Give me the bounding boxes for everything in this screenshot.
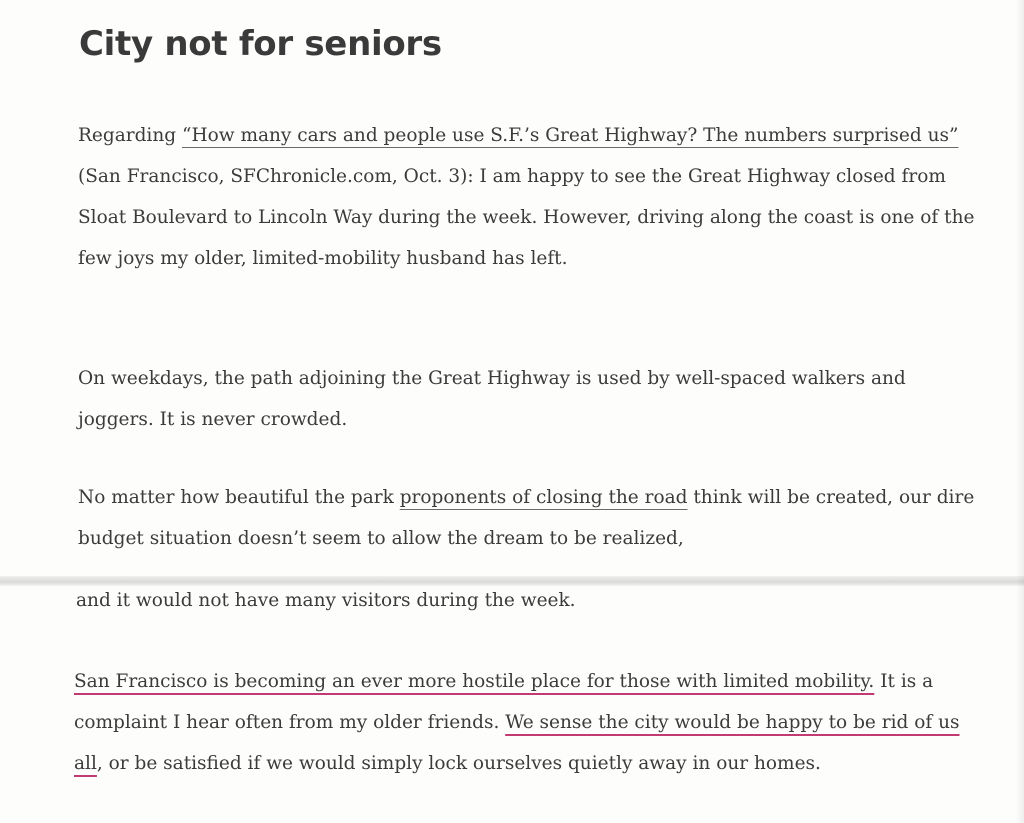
article-link[interactable]: “How many cars and people use S.F.’s Great Highway? The numbers surprised us” <box>182 125 959 146</box>
paragraph-1-lead: Regarding <box>78 125 182 146</box>
paragraph-4-end: , or be satisfied if we would simply lock ourselves quietly away in our homes. <box>96 753 821 774</box>
paragraph-3-continued: and it would not have many visitors during the week. <box>76 590 576 611</box>
paragraph-4 <box>74 661 974 784</box>
paragraph-3 <box>78 477 978 559</box>
paragraph-1-body: (San Francisco, SFChronicle.com, Oct. 3): I am happy to see the Great Highway closed from Sloat Boulevard to Lincoln Way during the week. However, driving along the coast is one of the few joys my older, limited-mobility husband has left. <box>78 166 975 269</box>
paragraph-3-lead: No matter how beautiful the park <box>78 487 400 508</box>
underlined-phrase: proponents of closing the road <box>399 487 688 508</box>
page-edge-shadow <box>1016 0 1024 823</box>
paragraph-1 <box>78 115 978 279</box>
paragraph-3-body: think will be created, our dire budget situation doesn’t seem to allow the dream to be realized, <box>78 487 975 549</box>
paragraph-4-middle: It is a complaint I hear often from my older friends. <box>74 671 934 733</box>
highlighted-sentence-2: We sense the city would be happy to be rid of us all <box>74 712 960 774</box>
headline: City not for seniors <box>79 24 442 64</box>
highlighted-sentence-1: San Francisco is becoming an ever more hostile place for those with limited mobility. <box>74 671 875 692</box>
paragraph-2: On weekdays, the path adjoining the Great Highway is used by well-spaced walkers and joggers. It is never crowded. <box>78 368 906 430</box>
